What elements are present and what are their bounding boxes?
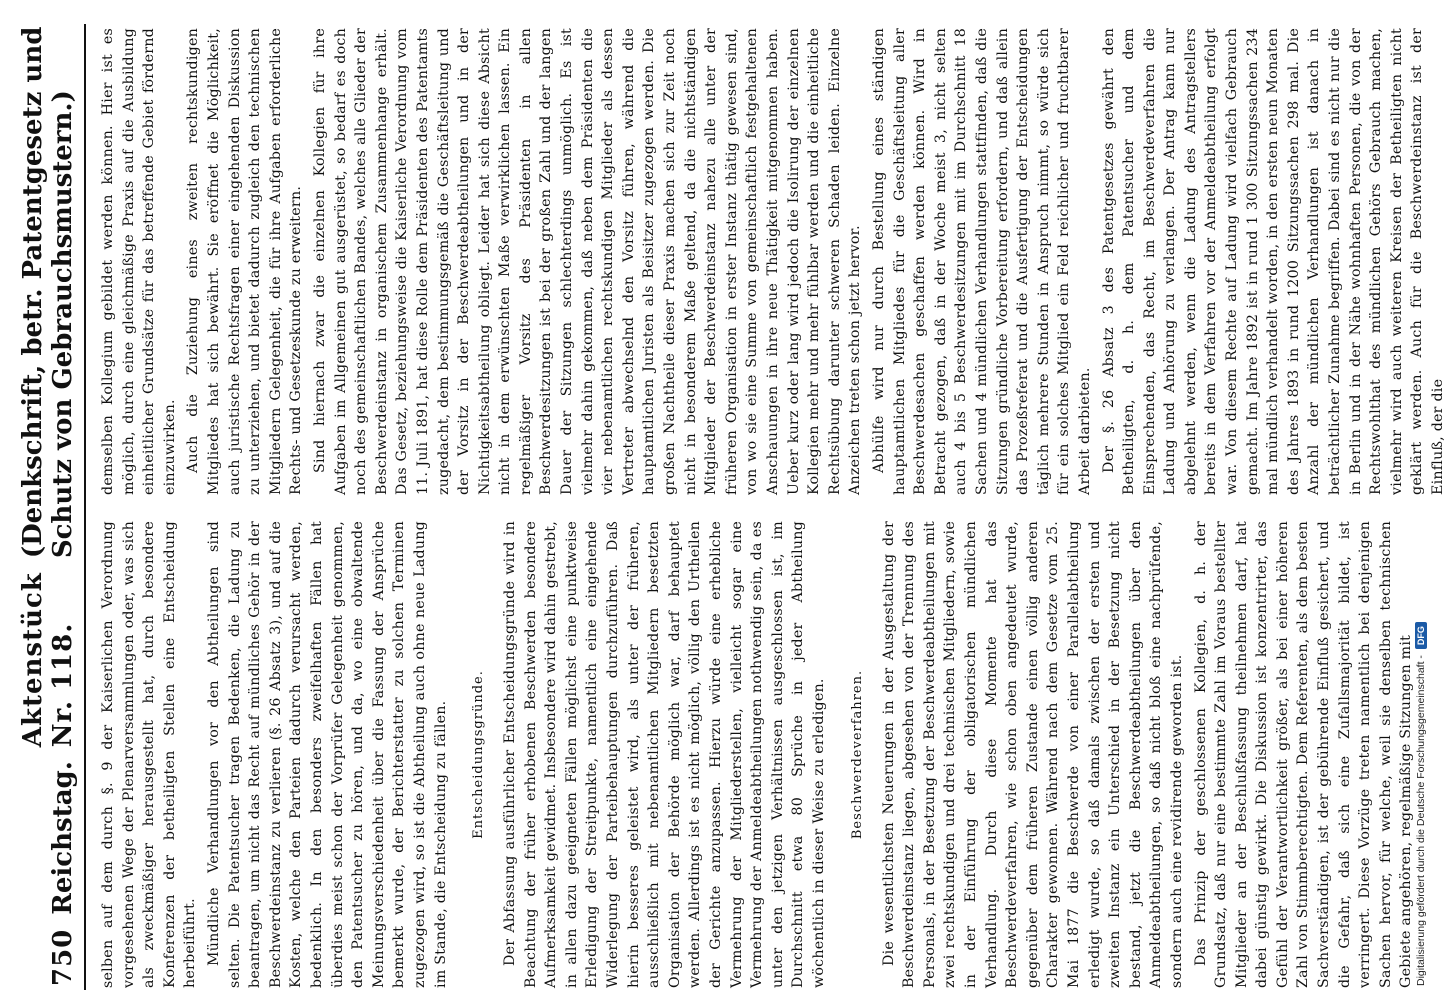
paragraph: selben auf dem durch §. 9 der Kaiserlichen Verordnung vorgesehenen Wege der Plenarversammlungen oder, was sich als zweckmäßiger herausgestellt hat, durch besondere Konferenzen der betheiligten Stellen eine Entscheidung herbeiführt. (100, 521, 199, 988)
text-column-left (98, 521, 1415, 988)
paragraph: Der Abfassung ausführlicher Entscheidungsgründe wird in Beachtung der früher erhobenen Beschwerden besondere Aufmerksamkeit gewidmet. Insbesondere wird dahin gestrebt, in allen dazu geeigneten Fällen möglichst eine punktweise Erledigung der Streitpunkte, namentlich eine eingehende Widerlegung der Parteibehauptungen durchzuführen. Daß hierin besseres geleistet wird, als unter der früheren, ausschließlich mit nebenamtlichen Mitgliedern besetzten Organisation der Behörde möglich war, darf behauptet werden. Allerdings ist es nicht möglich, völlig den Urtheilen der Gerichte anzupassen. Hierzu würde eine erhebliche Vermehrung der Mitgliederstellen, vielleicht sogar eine Vermehrung der Anmeldeabtheilungen nothwendig sein, da es unter den jetzigen Verhältnissen ausgeschlossen ist, im Durchschnitt etwa 80 Sprüche in jeder Abtheilung wöchentlich in dieser Weise zu erledigen. (502, 521, 827, 988)
text-column-right (98, 28, 1446, 495)
paragraph: Das Prinzip der geschlossenen Kollegien, d. h. der Grundsatz, daß nur eine bestimmte Zahl im Voraus bestellter Mitglieder an der Beschlußfassung theilnehmen darf, hat dabei günstig gewirkt. Die Diskussion ist konzentrirter, das Gefühl der Verantwortlichkeit größer, als bei einer höheren Zahl von Stimmberechtigten. Dem Referenten, als dem besten Sachverständigen, ist der gebührende Einfluß gesichert, und die Gefahr, daß sich eine Zufallsmajorität bildet, ist verringert. Diese Vorzüge treten namentlich bei denjenigen Sachen hervor, für welche, weil sie denselben technischen Gebiete angehören, regelmäßige Sitzungen mit (1192, 521, 1415, 988)
paragraph: Mündliche Verhandlungen vor den Abtheilungen sind selten. Die Patentsucher tragen Bedenken, die Ladung zu beantragen, um nicht das Recht auf mündliches Gehör in der Beschwerdeinstanz zu verlieren (§. 26 Absatz 3), und auf die Kosten, welche den Parteien dadurch verursacht werden, bedenklich. In den besonders zweifelhaften Fällen hat überdies meist schon der Vorprüfer Gelegenheit genommen, den Patentsucher zu hören, und da, wo eine obwaltende Meinungsverschiedenheit über die Fassung der Ansprüche bemerkt wurde, der Berichterstatter zu solchen Terminen zugezogen wird, so ist die Abtheilung auch ohne neue Ladung im Stande, die Entscheidung zu fällen. (205, 521, 449, 988)
header-title: (Denkschrift, betr. Patentgesetz und Schutz von Gebrauchsmustern.) (18, 26, 78, 559)
credit-text: Digitalisierung gefördert durch die Deutsche Forschungsgemeinschaft - (1415, 655, 1427, 986)
header-document-number: Aktenstück Nr. 118. (18, 572, 78, 748)
paragraph: Sind hiernach zwar die einzelnen Kollegien für ihre Aufgaben im Allgemeinen gut ausgerüstet, so bedarf es doch noch des gemeinschaftlichen Bandes, welches alle Glieder der Beschwerdeinstanz in organischem Zusammenhange erhält. Das Gesetz, beziehungsweise die Kaiserliche Verordnung vom 11. Juli 1891, hat diese Rolle dem Präsidenten des Patentamts zugedacht, dem bestimmungsgemäß die Geschäftsleitung und der Vorsitz in der Beschwerdeabtheilungen und in der Nichtigkeitsabtheilung obliegt. Leider hat sich diese Absicht nicht in dem erwünschten Maße verwirklichen lassen. Ein regelmäßiger Vorsitz des Präsidenten in allen Beschwerdesitzungen ist bei der großen Zahl und der langen Dauer der Sitzungen schlechterdings unmöglich. Es ist vielmehr dahin gekommen, daß neben dem Präsidenten die vier nebenamtlichen rechtskundigen Mitglieder als dessen Vertreter abwechselnd den Vorsitz führen, während die hauptamtlichen Juristen als Beisitzer zugezogen werden. Die großen Nachtheile dieser Praxis machen sich zur Zeit noch nicht in besonderem Maße geltend, da die nichtständigen Mitglieder der Beschwerdeinstanz nahezu alle unter der früheren Organisation in erster Instanz thätig gewesen sind, von wo sie eine Summe von gemeinschaftlich festgehaltenen Anschauungen in ihre neue Thätigkeit mitgenommen haben. Ueber kurz oder lang wird jedoch die Isolirung der einzelnen Kollegien mehr und mehr fühlbar werden und die einheitliche Rechtsübung darunter schweren Schaden leiden. Einzelne Anzeichen treten schon jetzt hervor. (311, 28, 864, 495)
paragraph: demselben Kollegium gebildet werden können. Hier ist es möglich, durch eine gleichmäßige Praxis auf die Ausbildung einheitlicher Grundsätze für das betreffende Gebiet fördernd einzuwirken. (100, 28, 178, 495)
paragraph: Der §. 26 Absatz 3 des Patentgesetzes gewährt den Betheiligten, d. h. dem Patentsucher und dem Einsprechenden, das Recht, im Beschwerdeverfahren die Ladung und Anhörung zu verlangen. Der Antrag kann nur abgelehnt werden, wenn die Ladung des Antragstellers bereits in dem Verfahren vor der Anmeldeabtheilung erfolgt war. Von diesem Rechte auf Ladung wird vielfach Gebrauch gemacht. Im Jahre 1892 ist in rund 1 300 Sitzungssachen 234 mal mündlich verhandelt worden, in den ersten neun Monaten des Jahres 1893 in rund 1200 Sitzungssachen 298 mal. Die Anzahl der mündlichen Verhandlungen ist danach in beträchtlicher Zunahme begriffen. Dabei sind es nicht nur die in Berlin und in der Nähe wohnhaften Personen, die von der Rechtswohlthat des mündlichen Gehörs Gebrauch machen, vielmehr wird auch weiteren Kreisen der Betheiligten nicht geklärt werden. Auch für die Beschwerdeinstanz ist der Einfluß, der die (1100, 28, 1446, 495)
digitization-credit (1412, 0, 1430, 1000)
dfg-logo: DFG (1415, 622, 1427, 649)
paragraph: Abhülfe wird nur durch Bestellung eines ständigen hauptamtlichen Mitgliedes für die Geschäftsleitung aller Beschwerdesachen geschaffen werden können. Wird in Betracht gezogen, daß in der Woche meist 3, nicht selten auch 4 bis 5 Beschwerdesitzungen mit im Durchschnitt 18 Sachen und 4 mündlichen Verhandlungen stattfinden, daß die Sitzungen gründliche Vorbereitung erfordern, und daß allein das Prozeßreferat und die Ausfertigung der Entscheidungen täglich mehrere Stunden in Anspruch nimmt, so würde sich für ein solches Mitglied ein Feld reichlicher und fruchtbarer Arbeit darbieten. (870, 28, 1093, 495)
section-heading: Beschwerdeverfahren. (849, 669, 865, 840)
page-number: 750 (48, 928, 78, 986)
header-source: Reichstag. (48, 761, 78, 915)
running-header (18, 26, 78, 986)
paragraph: Auch die Zuziehung eines zweiten rechtskundigen Mitgliedes hat sich bewährt. Sie eröffnet die Möglichkeit, auch juristische Rechtsfragen einer eingehenden Diskussion zu unterziehen, und bietet dadurch zugleich den technischen Mitgliedern Gelegenheit, die für ihre Aufgaben erforderliche Rechts- und Gesetzeskunde zu erweitern. (185, 28, 305, 495)
paragraph: Die wesentlichsten Neuerungen in der Ausgestaltung der Beschwerdeinstanz liegen, abgesehen von der Trennung des Personals, in der Besetzung der Beschwerdeabtheilungen mit zwei rechtskundigen und drei technischen Mitgliedern, sowie in der Einführung der obligatorischen mündlichen Verhandlung. Durch diese Momente hat das Beschwerdeverfahren, wie schon oben angedeutet wurde, gegenüber dem früheren Zustande einen völlig anderen Charakter gewonnen. Während nach dem Gesetze vom 25. Mai 1877 die Beschwerde von einer Parallelabtheilung erledigt wurde, so daß damals zwischen der ersten und zweiten Instanz ein Unterschied in der Besetzung nicht bestand, jetzt die Beschwerdeabtheilungen über den Anmeldeabtheilungen, so daß nicht bloß eine nachprüfende, sondern auch eine revidirende geworden ist. (880, 521, 1185, 988)
header-rule (84, 24, 86, 990)
section-heading: Entscheidungsgründe. (471, 670, 487, 839)
